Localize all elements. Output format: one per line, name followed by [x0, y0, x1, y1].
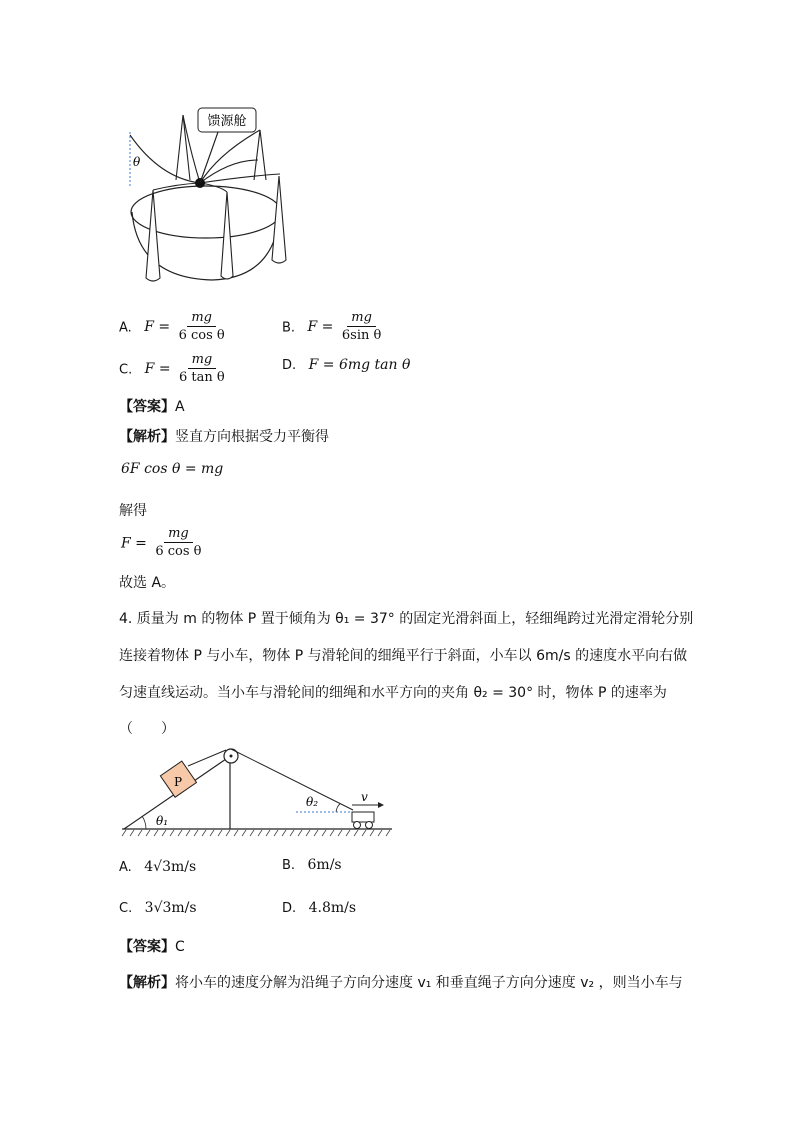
q3-solve-word: 解得 — [119, 503, 147, 519]
tower-front-right — [272, 176, 286, 263]
q3-option-c-lhs: F = — [144, 361, 171, 378]
q3-answer — [119, 396, 185, 416]
q4-option-d[interactable] — [282, 901, 356, 915]
q3-option-c[interactable] — [119, 353, 225, 386]
tower-back-left — [176, 115, 190, 180]
callout-text: 馈源舱 — [207, 114, 247, 129]
q3-option-d-letter: D. — [282, 358, 297, 373]
theta1-label: θ₁ — [156, 814, 169, 828]
q3-option-a[interactable] — [119, 311, 225, 344]
q4-answer — [119, 936, 185, 956]
q3-equation-2: F = $\frac{mg}{\text{6 cos θ}}$ — [121, 526, 202, 560]
q4-option-a-text: 4√3m/s — [144, 859, 197, 875]
tower-front-left — [146, 190, 160, 281]
q3-conclusion: 故选 A。 — [119, 575, 176, 591]
telescope-figure — [120, 100, 310, 285]
q3-analysis-tag: 【解析】 — [119, 429, 175, 445]
q4-analysis — [119, 972, 683, 992]
q3-option-d[interactable] — [282, 358, 410, 372]
q3-option-c-letter: C. — [119, 362, 133, 378]
q3-option-a-frac: $\frac{mg}{\text{6 cos θ}}$ — [178, 310, 225, 344]
q3-option-b-frac: $\frac{mg}{\text{6sin θ}}$ — [341, 310, 382, 344]
q4-option-a-letter: A. — [119, 860, 132, 875]
q3-equation-1: 6F cos θ = mg — [121, 461, 224, 477]
q3-option-d-expr: F = 6mg tan θ — [308, 357, 411, 373]
q3-option-b[interactable] — [282, 311, 381, 344]
q4-option-c-letter: C. — [119, 901, 133, 916]
tower-back-right — [254, 130, 266, 180]
q3-answer-tag: 【答案】 — [119, 399, 175, 415]
q3-option-a-letter: A. — [119, 320, 132, 336]
block-p-label: P — [174, 775, 183, 789]
q4-answer-value: C — [175, 939, 185, 955]
q3-option-a-lhs: F = — [144, 319, 171, 336]
tower-front-mid — [221, 192, 233, 279]
cart — [352, 812, 374, 822]
q4-option-c-text: 3√3m/s — [144, 900, 197, 916]
q4-stem-line-1: 4. 质量为 m 的物体 P 置于倾角为 θ₁ = 37° 的固定光滑斜面上，轻细绳跨过光滑定滑轮分别 — [119, 611, 694, 627]
q4-answer-tag: 【答案】 — [119, 939, 175, 955]
q3-analysis — [119, 426, 329, 446]
q3-option-c-frac: $\frac{mg}{\text{6 tan θ}}$ — [179, 352, 225, 386]
q4-option-a[interactable] — [119, 860, 196, 874]
incline-figure — [118, 742, 398, 838]
theta-label: θ — [133, 155, 141, 169]
q4-analysis-tag: 【解析】 — [119, 975, 175, 991]
q4-stem-line-2: 连接着物体 P 与小车，物体 P 与滑轮间的细绳平行于斜面，小车以 6m/s 的速度水平向右做 — [119, 648, 688, 664]
theta2-label: θ₂ — [306, 795, 319, 809]
q3-option-b-lhs: F = — [307, 319, 334, 336]
q4-option-b-letter: B. — [282, 858, 296, 873]
q3-option-b-letter: B. — [282, 320, 296, 336]
q3-analysis-text: 竖直方向根据受力平衡得 — [175, 429, 329, 445]
q4-analysis-text: 将小车的速度分解为沿绳子方向分速度 v₁ 和垂直绳子方向分速度 v₂ ，则当小车与 — [175, 975, 683, 991]
q4-option-b-text: 6m/s — [307, 857, 342, 873]
q4-option-b[interactable] — [282, 858, 342, 872]
q4-option-d-text: 4.8m/s — [308, 900, 357, 916]
q4-stem-line-4: （ ） — [119, 721, 175, 737]
q3-answer-value: A — [175, 399, 185, 415]
velocity-label: v — [361, 790, 368, 804]
q4-stem-line-3: 匀速直线运动。当小车与滑轮间的细绳和水平方向的夹角 θ₂ = 30° 时，物体 P 的速率为 — [119, 685, 667, 701]
q4-option-d-letter: D. — [282, 901, 297, 916]
q4-option-c[interactable] — [119, 901, 197, 915]
